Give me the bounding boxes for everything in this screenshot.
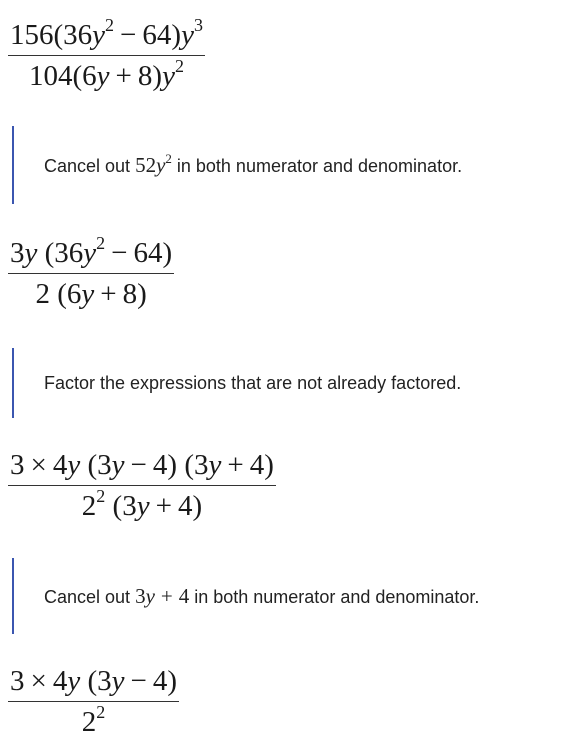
paren: (	[184, 449, 194, 481]
variable: y	[92, 19, 106, 51]
variable: y	[181, 19, 194, 51]
term: 4	[152, 449, 168, 481]
variable: y	[96, 60, 110, 92]
term: 8	[122, 278, 138, 310]
term: 3	[193, 449, 209, 481]
operator: ×	[30, 449, 47, 481]
operator: +	[100, 278, 117, 310]
term: 3	[122, 490, 137, 522]
variable: y	[136, 490, 150, 522]
paren: )	[152, 60, 163, 92]
fraction-2-denominator	[35, 277, 146, 311]
paren: (	[57, 278, 67, 310]
term: 3	[10, 665, 25, 697]
term: 4	[249, 449, 265, 481]
fraction-bar	[8, 701, 179, 702]
step-text: in both numerator and denominator.	[171, 155, 463, 176]
operator: +	[227, 449, 244, 481]
exponent: 2	[96, 233, 106, 254]
fraction-3-denominator	[81, 486, 203, 523]
paren: )	[167, 665, 178, 697]
variable: y	[81, 278, 95, 310]
operator: +	[155, 490, 172, 522]
operator: −	[120, 19, 137, 51]
expression-fraction-3	[8, 448, 276, 523]
paren: (	[87, 665, 98, 697]
paren: )	[264, 449, 274, 481]
expression-fraction-1	[8, 15, 205, 93]
variable: y	[111, 665, 125, 697]
step-note-1-text	[14, 150, 463, 178]
term: 4	[152, 665, 168, 697]
term: 6	[82, 60, 97, 92]
term: 6	[66, 278, 82, 310]
step-note-3	[12, 558, 479, 634]
variable: y	[24, 237, 38, 269]
term: 3	[97, 665, 112, 697]
expression-fraction-4	[8, 664, 179, 739]
term: 64	[133, 237, 163, 269]
paren: (	[112, 490, 123, 522]
coefficient: 3	[10, 237, 25, 269]
variable: y	[162, 60, 175, 92]
paren: (	[53, 19, 64, 51]
step-math: $52y^2$	[135, 150, 172, 177]
paren: (	[44, 237, 55, 269]
fraction-1-numerator	[8, 15, 205, 52]
coefficient: 2	[35, 278, 50, 310]
operator: −	[111, 237, 128, 269]
step-text: in both numerator and denominator.	[189, 586, 480, 607]
variable: y	[111, 449, 125, 481]
operator: ×	[30, 665, 47, 697]
operator: −	[130, 449, 147, 481]
paren: )	[162, 237, 173, 269]
term: 3	[97, 449, 112, 481]
term: 2	[81, 490, 97, 522]
term: 36	[63, 19, 93, 51]
term: 4	[177, 490, 193, 522]
step-math: 3y + 4	[135, 583, 190, 608]
fraction-4-denominator	[81, 702, 106, 739]
fraction-3-numerator	[8, 448, 276, 482]
exponent: 2	[105, 15, 115, 36]
paren: (	[87, 449, 98, 481]
expression-fraction-2	[8, 233, 174, 311]
exponent: 2	[96, 486, 106, 507]
variable: y	[67, 449, 81, 481]
term: 3	[10, 449, 25, 481]
coefficient: 156	[10, 19, 54, 51]
paren: )	[167, 449, 178, 481]
variable: y	[83, 237, 97, 269]
term: 36	[54, 237, 84, 269]
step-note-2-text: Factor the expressions that are not already factored.	[44, 372, 462, 393]
term: 8	[137, 60, 153, 92]
term: 2	[81, 706, 97, 738]
fraction-bar	[8, 485, 276, 486]
term: 4	[52, 449, 68, 481]
paren: )	[137, 278, 147, 310]
term: 4	[52, 665, 68, 697]
fraction-4-numerator	[8, 664, 179, 698]
coefficient: 104	[29, 60, 73, 92]
fraction-bar	[8, 273, 174, 274]
step-text: Cancel out	[44, 586, 136, 607]
fraction-2-numerator	[8, 233, 174, 270]
paren: )	[171, 19, 182, 51]
exponent: 2	[96, 702, 106, 723]
paren: (	[72, 60, 83, 92]
exponent: 3	[193, 15, 203, 36]
fraction-1-denominator	[29, 56, 184, 93]
step-note-3-text	[14, 584, 479, 609]
operator: +	[115, 60, 132, 92]
step-note-2	[12, 348, 461, 418]
variable: y	[208, 449, 222, 481]
paren: )	[192, 490, 203, 522]
step-note-1	[12, 126, 462, 204]
variable: y	[67, 665, 81, 697]
exponent: 2	[174, 56, 184, 77]
term: 64	[142, 19, 172, 51]
operator: −	[130, 665, 147, 697]
step-text: Cancel out	[44, 155, 136, 176]
